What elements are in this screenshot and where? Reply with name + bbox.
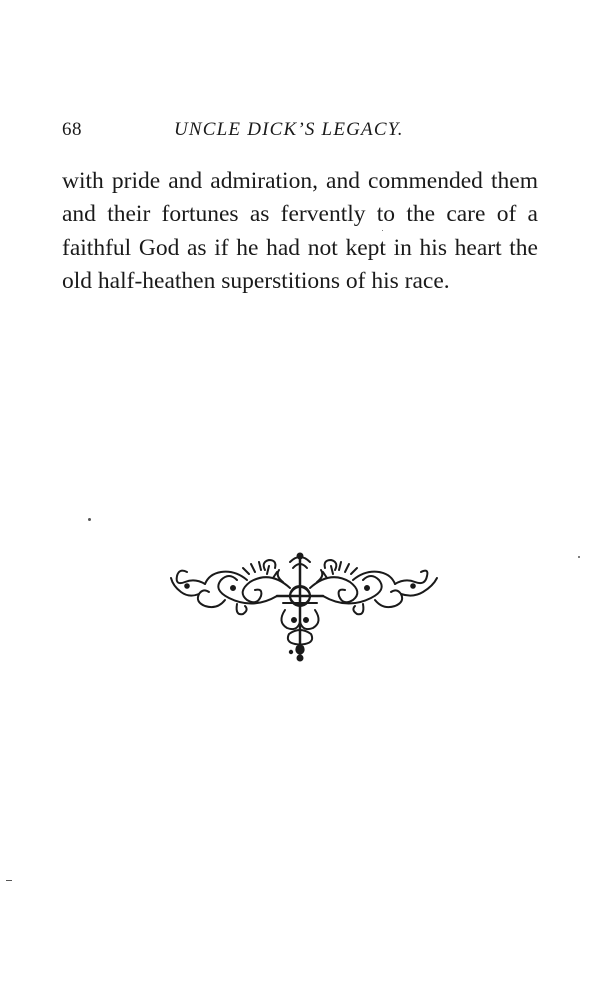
running-head	[62, 118, 542, 142]
body-paragraph: with pride and admiration, and commended them and their fortunes as fervently to the care of a faithful God as if he had not kept in his heart the old half-heathen superstitions of his race.	[62, 168, 538, 294]
paper-speck	[88, 518, 91, 521]
paper-speck	[382, 230, 383, 231]
running-title: UNCLE DICK’S LEGACY.	[174, 119, 404, 140]
floral-tailpiece-icon	[165, 548, 445, 663]
paper-speck	[6, 880, 12, 881]
paper-speck	[578, 556, 580, 558]
page-number: 68	[62, 119, 82, 140]
